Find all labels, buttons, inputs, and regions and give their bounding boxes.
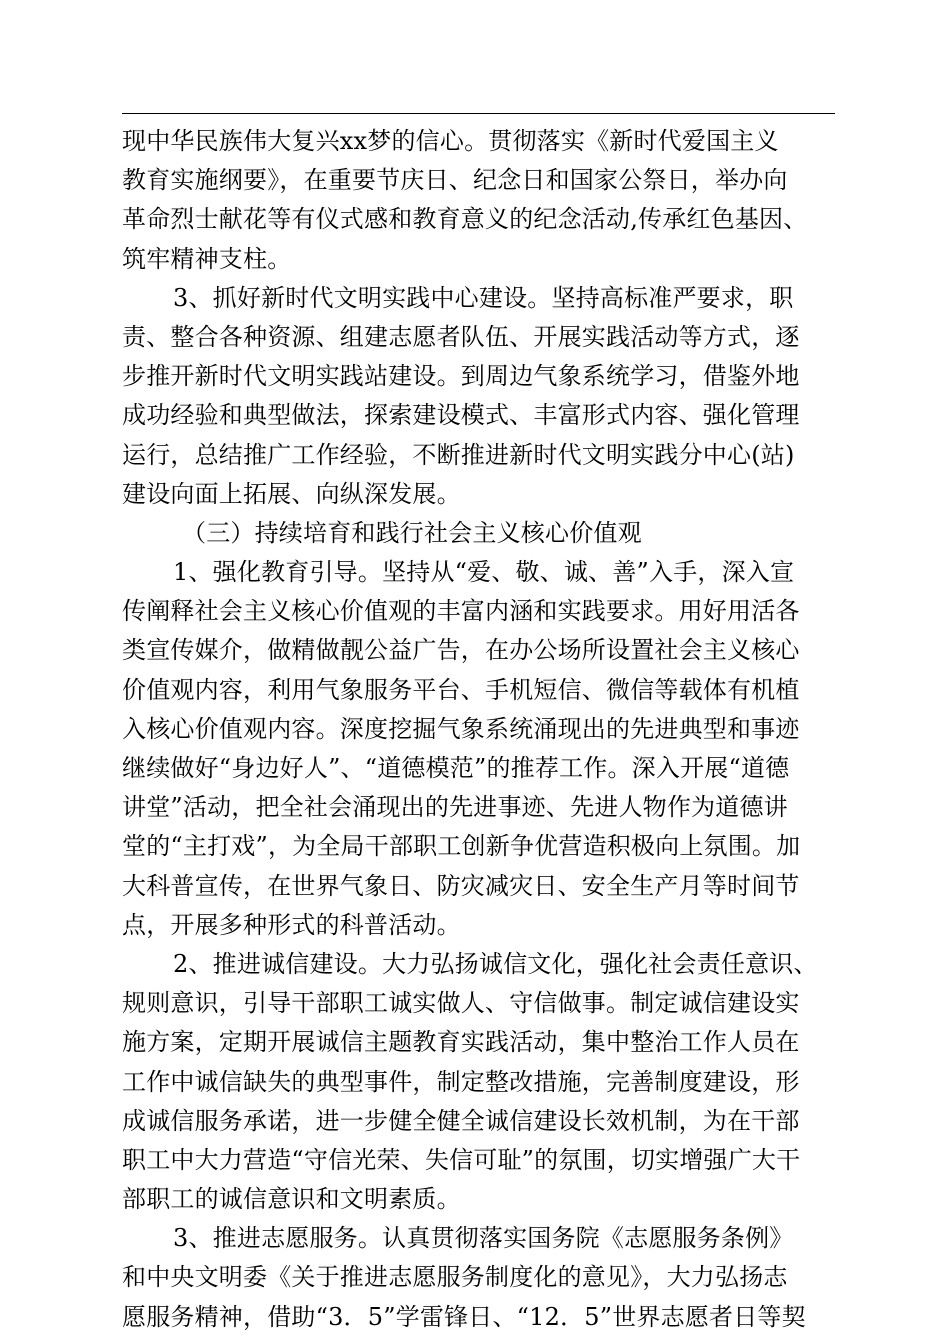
text-line: 价值观内容，利用气象服务平台、手机短信、微信等载体有机植 (122, 675, 800, 704)
text-line: 职工中大力营造“守信光荣、失信可耻”的氛围，切实增强广大干 (122, 1145, 801, 1174)
text-line: 规则意识，引导干部职工诚实做人、守信做事。制定诚信建设实 (122, 989, 800, 1018)
text-line: （三）持续培育和践行社会主义核心价值观 (182, 518, 642, 547)
text-line: 建设向面上拓展、向纵深发展。 (122, 479, 461, 508)
text-line: 教育实施纲要》，在重要节庆日、纪念日和国家公祭日，举办向 (122, 166, 788, 195)
text-line: 继续做好“身边好人”、“道德模范”的推荐工作。深入开展“道德 (122, 754, 790, 782)
text-line: 革命烈士献花等有仪式感和教育意义的纪念活动,传承红色基因、 (122, 205, 808, 234)
header-rule (122, 113, 835, 114)
text-line: 2、推进诚信建设。大力弘扬诚信文化，强化社会责任意识、 (173, 949, 818, 978)
text-line: 1、强化教育引导。坚持从“爱、敬、诚、善”入手，深入宣 (173, 558, 795, 587)
text-line: 3、推进志愿服务。认真贯彻落实国务院《志愿服务条例》 (173, 1224, 794, 1253)
document-body (122, 122, 852, 1337)
text-line: 施方案，定期开展诚信主题教育实践活动，集中整治工作人员在 (122, 1028, 800, 1057)
text-line: 现中华民族伟大复兴xx梦的信心。贯彻落实《新时代爱国主义 (122, 127, 779, 155)
text-line: 部职工的诚信意识和文明素质。 (122, 1185, 461, 1214)
text-line: 工作中诚信缺失的典型事件，制定整改措施，完善制度建设，形 (122, 1067, 800, 1096)
text-line: 大科普宣传，在世界气象日、防灾减灾日、安全生产月等时间节 (122, 871, 800, 900)
text-line: 成诚信服务承诺，进一步健全健全诚信建设长效机制，为在干部 (122, 1106, 800, 1135)
text-line: 传阐释社会主义核心价值观的丰富内涵和实践要求。用好用活各 (122, 597, 800, 626)
text-line: 和中央文明委《关于推进志愿服务制度化的意见》，大力弘扬志 (122, 1263, 788, 1292)
text-line: 成功经验和典型做法，探索建设模式、丰富形式内容、强化管理 (122, 401, 800, 430)
text-line: 筑牢精神支柱。 (122, 244, 292, 273)
text-line: 责、整合各种资源、组建志愿者队伍、开展实践活动等方式，逐 (122, 322, 800, 351)
text-line: 愿服务精神，借助“3．5”学雷锋日、“12．5”世界志愿者日等契 (122, 1302, 806, 1331)
text-line: 入核心价值观内容。深度挖掘气象系统涌现出的先进典型和事迹 (122, 714, 800, 743)
text-line: 点，开展多种形式的科普活动。 (122, 910, 461, 939)
text-line: 堂的“主打戏”，为全局干部职工创新争优营造积极向上氛围。加 (122, 832, 801, 861)
text-line: 步推开新时代文明实践站建设。到周边气象系统学习，借鉴外地 (122, 362, 800, 391)
text-line: 运行，总结推广工作经验，不断推进新时代文明实践分中心(站) (122, 440, 795, 469)
text-line: 讲堂”活动，把全社会涌现出的先进事迹、先进人物作为道德讲 (122, 793, 788, 822)
text-line: 类宣传媒介，做精做靓公益广告，在办公场所设置社会主义核心 (122, 636, 800, 665)
text-line: 3、抓好新时代文明实践中心建设。坚持高标准严要求，职 (173, 283, 794, 312)
